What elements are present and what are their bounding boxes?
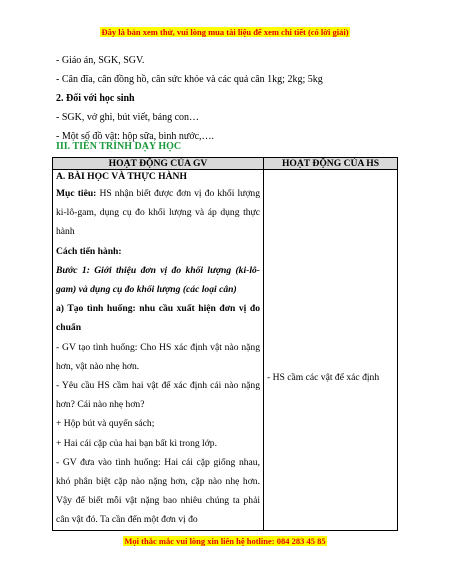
header-student-activity: HOẠT ĐỘNG CỦA HS <box>264 158 398 170</box>
teacher-creates-situation: - GV tạo tình huống: Cho HS xác định vật nào nặng hơn, vật nào nhẹ hơn. <box>56 341 260 372</box>
student-heading: 2. Đối với học sinh <box>56 93 135 104</box>
situation-title: a) Tạo tình huống: nhu cầu xuất hiện đơn vị đo chuẩn <box>56 303 260 334</box>
activity-table <box>52 157 398 531</box>
objective-paragraph <box>56 184 260 242</box>
procedure-label: Cách tiến hành: <box>56 245 122 257</box>
item-pencil-case-book: + Hộp bút và quyển sách; <box>56 418 155 430</box>
materials-item-2: - Cân đĩa, cân đồng hồ, cân sức khỏe và các quả cân 1kg; 2kg; 5kg <box>56 74 323 85</box>
hotline-banner: Mọi thắc mắc vui lòng xin liên hệ hotline: 084 283 45 85 <box>124 536 326 546</box>
student-holds-objects: - HS cầm các vật để xác định <box>267 372 380 383</box>
section-a-title: A. BÀI HỌC VÀ THỰC HÀNH <box>56 171 187 182</box>
student-item-1: - SGK, vở ghi, bút viết, bảng con… <box>56 112 200 123</box>
objective-label: Mục tiêu: <box>56 188 97 199</box>
materials-item-1: - Giáo án, SGK, SGV. <box>56 55 145 66</box>
preview-banner: Đây là bản xem thử, vui lòng mua tài liệu để xem chi tiết (có lời giải) <box>101 27 349 37</box>
step-1-title: Bước 1: Giới thiệu đơn vị đo khối lượng (ki-lô-gam) và dụng cụ đo khối lượng (các loại cân) <box>56 264 260 296</box>
section-heading: III. TIẾN TRÌNH DẠY HỌC <box>56 141 182 152</box>
item-two-bags: + Hai cái cặp của hai bạn bất kì trong lớp. <box>56 437 217 449</box>
student-activity-cell <box>264 170 398 531</box>
header-teacher-activity: HOẠT ĐỘNG CỦA GV <box>53 158 264 170</box>
student-item-2: - Một số đồ vật: hộp sữa, bình nước,…. <box>56 131 215 142</box>
teacher-activity-cell <box>53 170 264 531</box>
teacher-introduces-situation: - GV đưa vào tình huống: Hai cái cặp giống nhau, khó phân biệt cặp nào nặng hơn, cặp nào nhẹ hơn. Vậy để biết mỗi vật nặng bao nhiêu chúng ta phải cân vật đó. Ta cần đến một đơn vị đo <box>56 456 260 526</box>
teacher-request: - Yêu cầu HS cầm hai vật để xác định cái nào nặng hơn? Cái nào nhẹ hơn? <box>56 380 260 411</box>
objective-text: HS nhận biết được đơn vị đo khối lượng ki-lô-gam, dụng cụ đo khối lượng và áp dụng thực hành <box>56 188 260 238</box>
